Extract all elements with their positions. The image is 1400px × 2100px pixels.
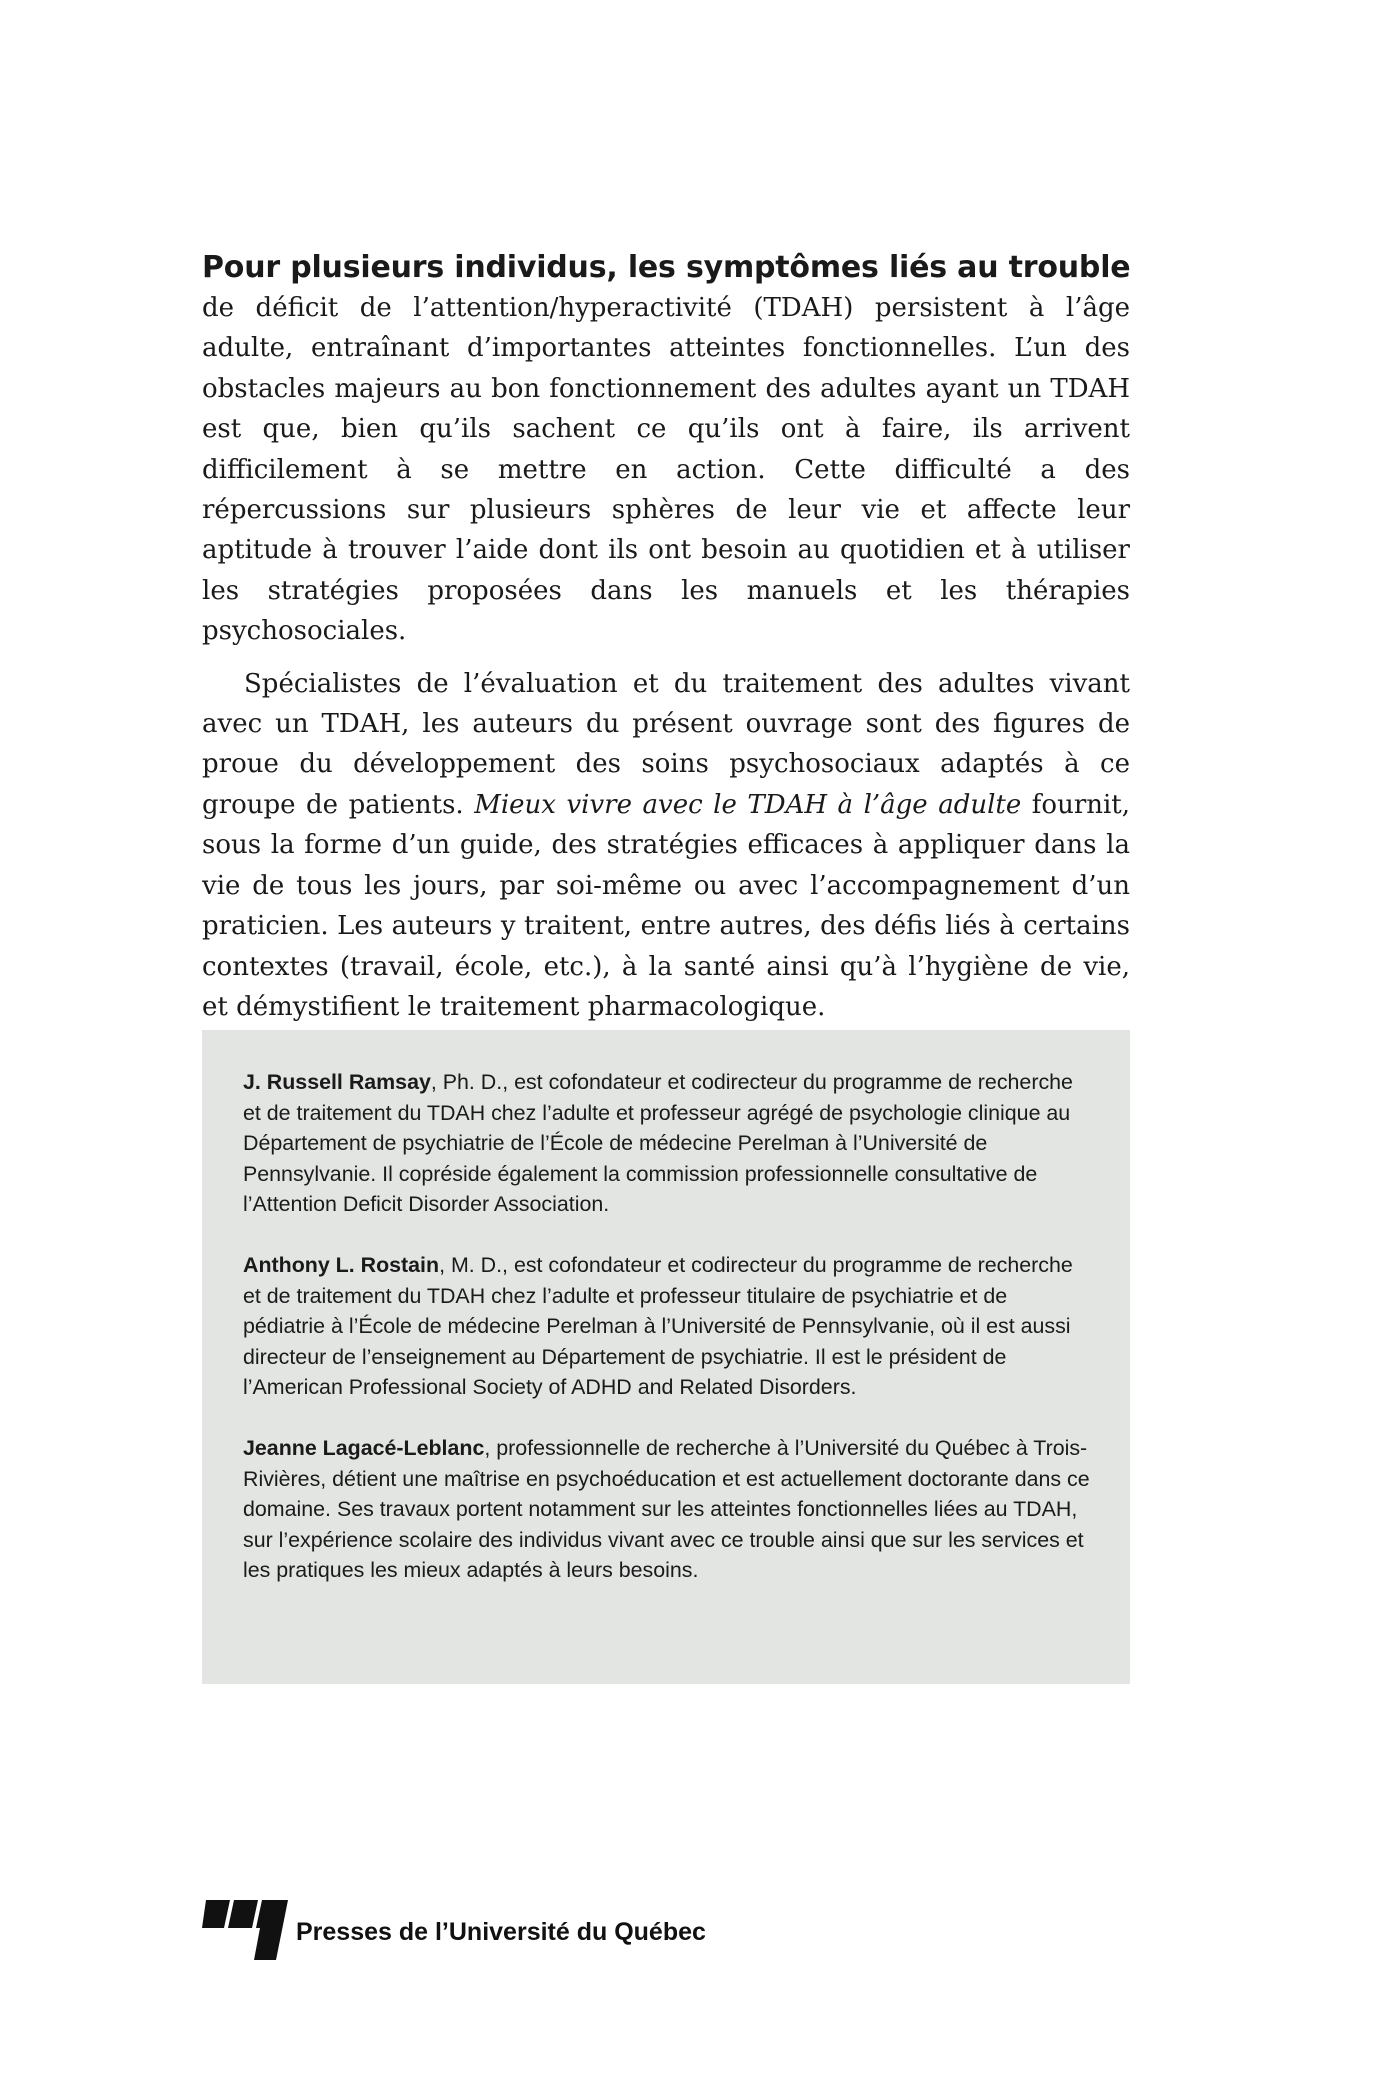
author-bio	[243, 1433, 1090, 1586]
author-bios-box	[202, 1030, 1130, 1684]
publisher-name: Presses de l’Université du Québec	[296, 1918, 706, 1946]
author-bio	[243, 1250, 1090, 1403]
author-bio-text: , M. D., est cofondateur et codirecteur du programme de recherche et de traitement du TDAH chez l’adulte et professeur titulaire de psychiatrie et de pédiatrie à l’École de médecine Perelman à l’Université de Pennsylvanie, où il est aussi directeur de l’enseignement au Département de psychiatrie. Il est le président de l’American Professional Society of ADHD and Related Disorders.	[243, 1252, 1073, 1400]
lead-heading: Pour plusieurs individus, les symptômes liés au trouble	[202, 250, 1131, 285]
author-name: Anthony L. Rostain	[243, 1252, 440, 1277]
book-title: Mieux vivre avec le TDAH à l’âge adulte	[474, 789, 1022, 820]
puq-logo-icon	[202, 1900, 288, 1960]
author-bio-text: , professionnelle de recherche à l’Université du Québec à Trois-Rivières, détient une maîtrise en psychoéducation et est actuellement doctorante dans ce domaine. Ses travaux portent notamment sur les atteintes fonctionnelles liées au TDAH, sur l’expérience scolaire des individus vivant avec ce trouble ainsi que sur les services et les pratiques les mieux adaptés à leurs besoins.	[243, 1435, 1090, 1583]
summary-paragraph-2	[202, 664, 1130, 1028]
author-bio-text: , Ph. D., est cofondateur et codirecteur du programme de recherche et de traitement du TDAH chez l’adulte et professeur agrégé de psychologie clinique au Département de psychiatrie de l’École de médecine Perelman à l’Université de Pennsylvanie. Il copréside également la commission professionnelle consultative de l’Attention Deficit Disorder Association.	[243, 1070, 1073, 1217]
author-name: J. Russell Ramsay	[243, 1070, 431, 1094]
author-bio	[243, 1067, 1090, 1220]
publisher-footer	[202, 1900, 802, 1960]
summary-section	[202, 248, 1130, 1027]
paragraph-2-intro: Spécialistes de l’évaluation et du traitement des adultes vivant avec un TDAH, les auteurs du présent ouvrage sont des figures de proue du développement des soins psychosociaux adaptés à ce groupe de patients.	[202, 668, 1130, 820]
author-name: Jeanne Lagacé-Leblanc	[243, 1435, 485, 1460]
summary-paragraph-1: de déficit de l’attention/hyperactivité (TDAH) persistent à l’âge adulte, entraînant d’importantes atteintes fonctionnelles. L’un des obstacles majeurs au bon fonctionnement des adultes ayant un TDAH est que, bien qu’ils sachent ce qu’ils ont à faire, ils arrivent difficilement à se mettre en action. Cette difficulté a des répercussions sur plusieurs sphères de leur vie et affecte leur aptitude à trouver l’aide dont ils ont besoin au quotidien et à utiliser les stratégies proposées dans les manuels et les thérapies psychosociales.	[202, 293, 1130, 647]
paragraph-2-rest: fournit, sous la forme d’un guide, des stratégies efficaces à appliquer dans la vie de tous les jours, par soi-même ou avec l’accompagnement d’un praticien. Les auteurs y traitent, entre autres, des défis liés à certains contextes (travail, école, etc.), à la santé ainsi qu’à l’hygiène de vie, et démystifient le traitement pharmacologique.	[202, 789, 1131, 1022]
